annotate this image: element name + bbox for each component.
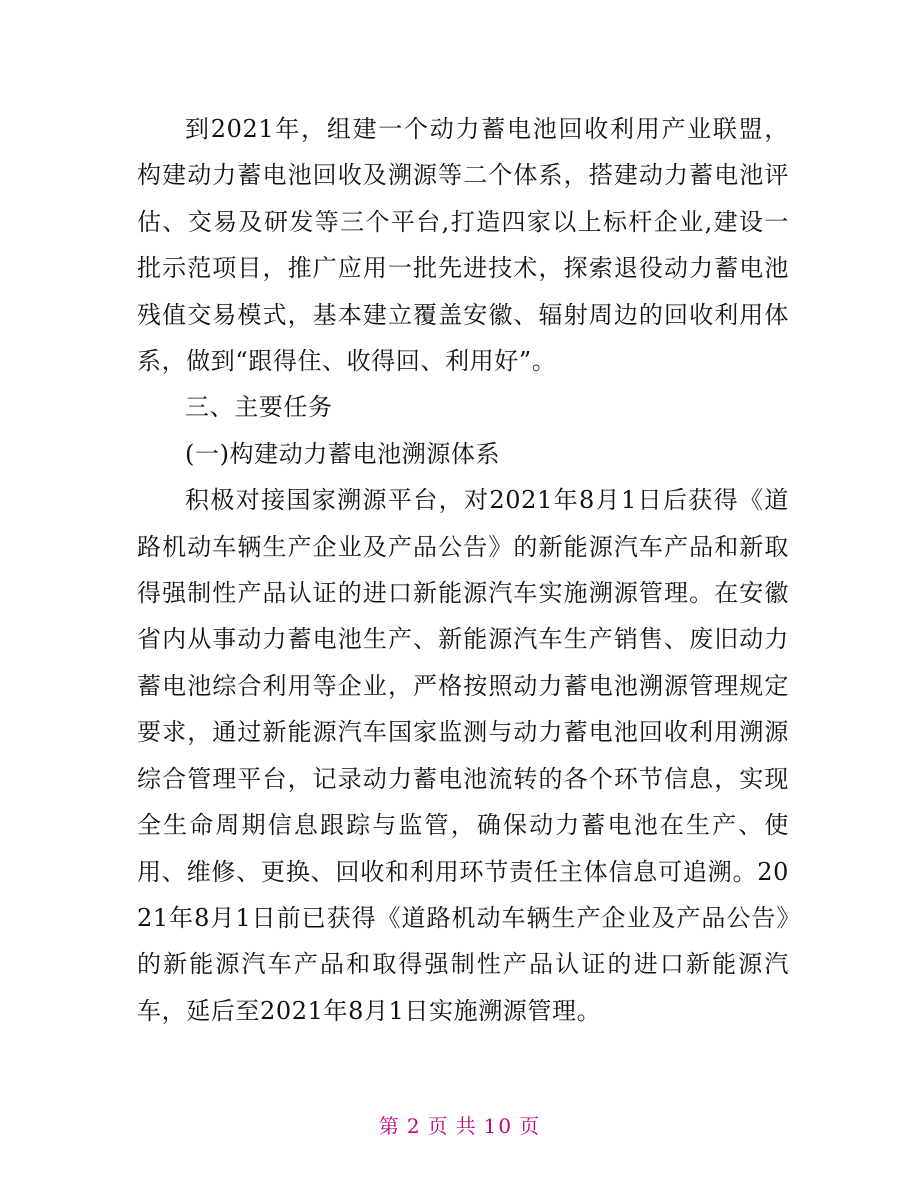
footer-page-label: 页	[427, 1114, 450, 1138]
footer-current-page: 2	[406, 1114, 422, 1138]
paragraph-traceability: 积极对接国家溯源平台，对2021年8月1日后获得《道路机动车辆生产企业及产品公告》的新能源汽车产品和新取得强制性产品认证的进口新能源汽车实施溯源管理。在安徽省内从事动力蓄电池生产、新能源汽车生产销售、废旧动力蓄电池综合利用等企业，严格按照动力蓄电池溯源管理规定要求，通过新能源汽车国家监测与动力蓄电池回收利用溯源综合管理平台，记录动力蓄电池流转的各个环节信息，实现全生命周期信息跟踪与监管，确保动力蓄电池在生产、使用、维修、更换、回收和利用环节责任主体信息可追溯。2021年8月1日前已获得《道路机动车辆生产企业及产品公告》的新能源汽车产品和取得强制性产品认证的进口新能源汽车，延后至2021年8月1日实施溯源管理。	[137, 486, 789, 1025]
footer-suffix: 页	[519, 1114, 542, 1138]
paragraph-goals: 到2021年，组建一个动力蓄电池回收利用产业联盟，构建动力蓄电池回收及溯源等二个体系，搭建动力蓄电池评估、交易及研发等三个平台,打造四家以上标杆企业,建设一批示范项目，推广应用一批先进技术，探索退役动力蓄电池残值交易模式，基本建立覆盖安徽、辐射周边的回收利用体系，做到“跟得住、收得回、利用好”。	[137, 115, 789, 376]
page-footer	[0, 1110, 920, 1139]
footer-total-pages: 10	[483, 1114, 514, 1138]
document-body	[137, 106, 789, 1034]
subsection-heading-traceability: (一)构建动力蓄电池溯源体系	[185, 439, 501, 468]
footer-total-label: 共	[455, 1114, 478, 1138]
section-heading-main-tasks: 三、主要任务	[185, 393, 333, 422]
footer-prefix: 第	[378, 1114, 401, 1138]
